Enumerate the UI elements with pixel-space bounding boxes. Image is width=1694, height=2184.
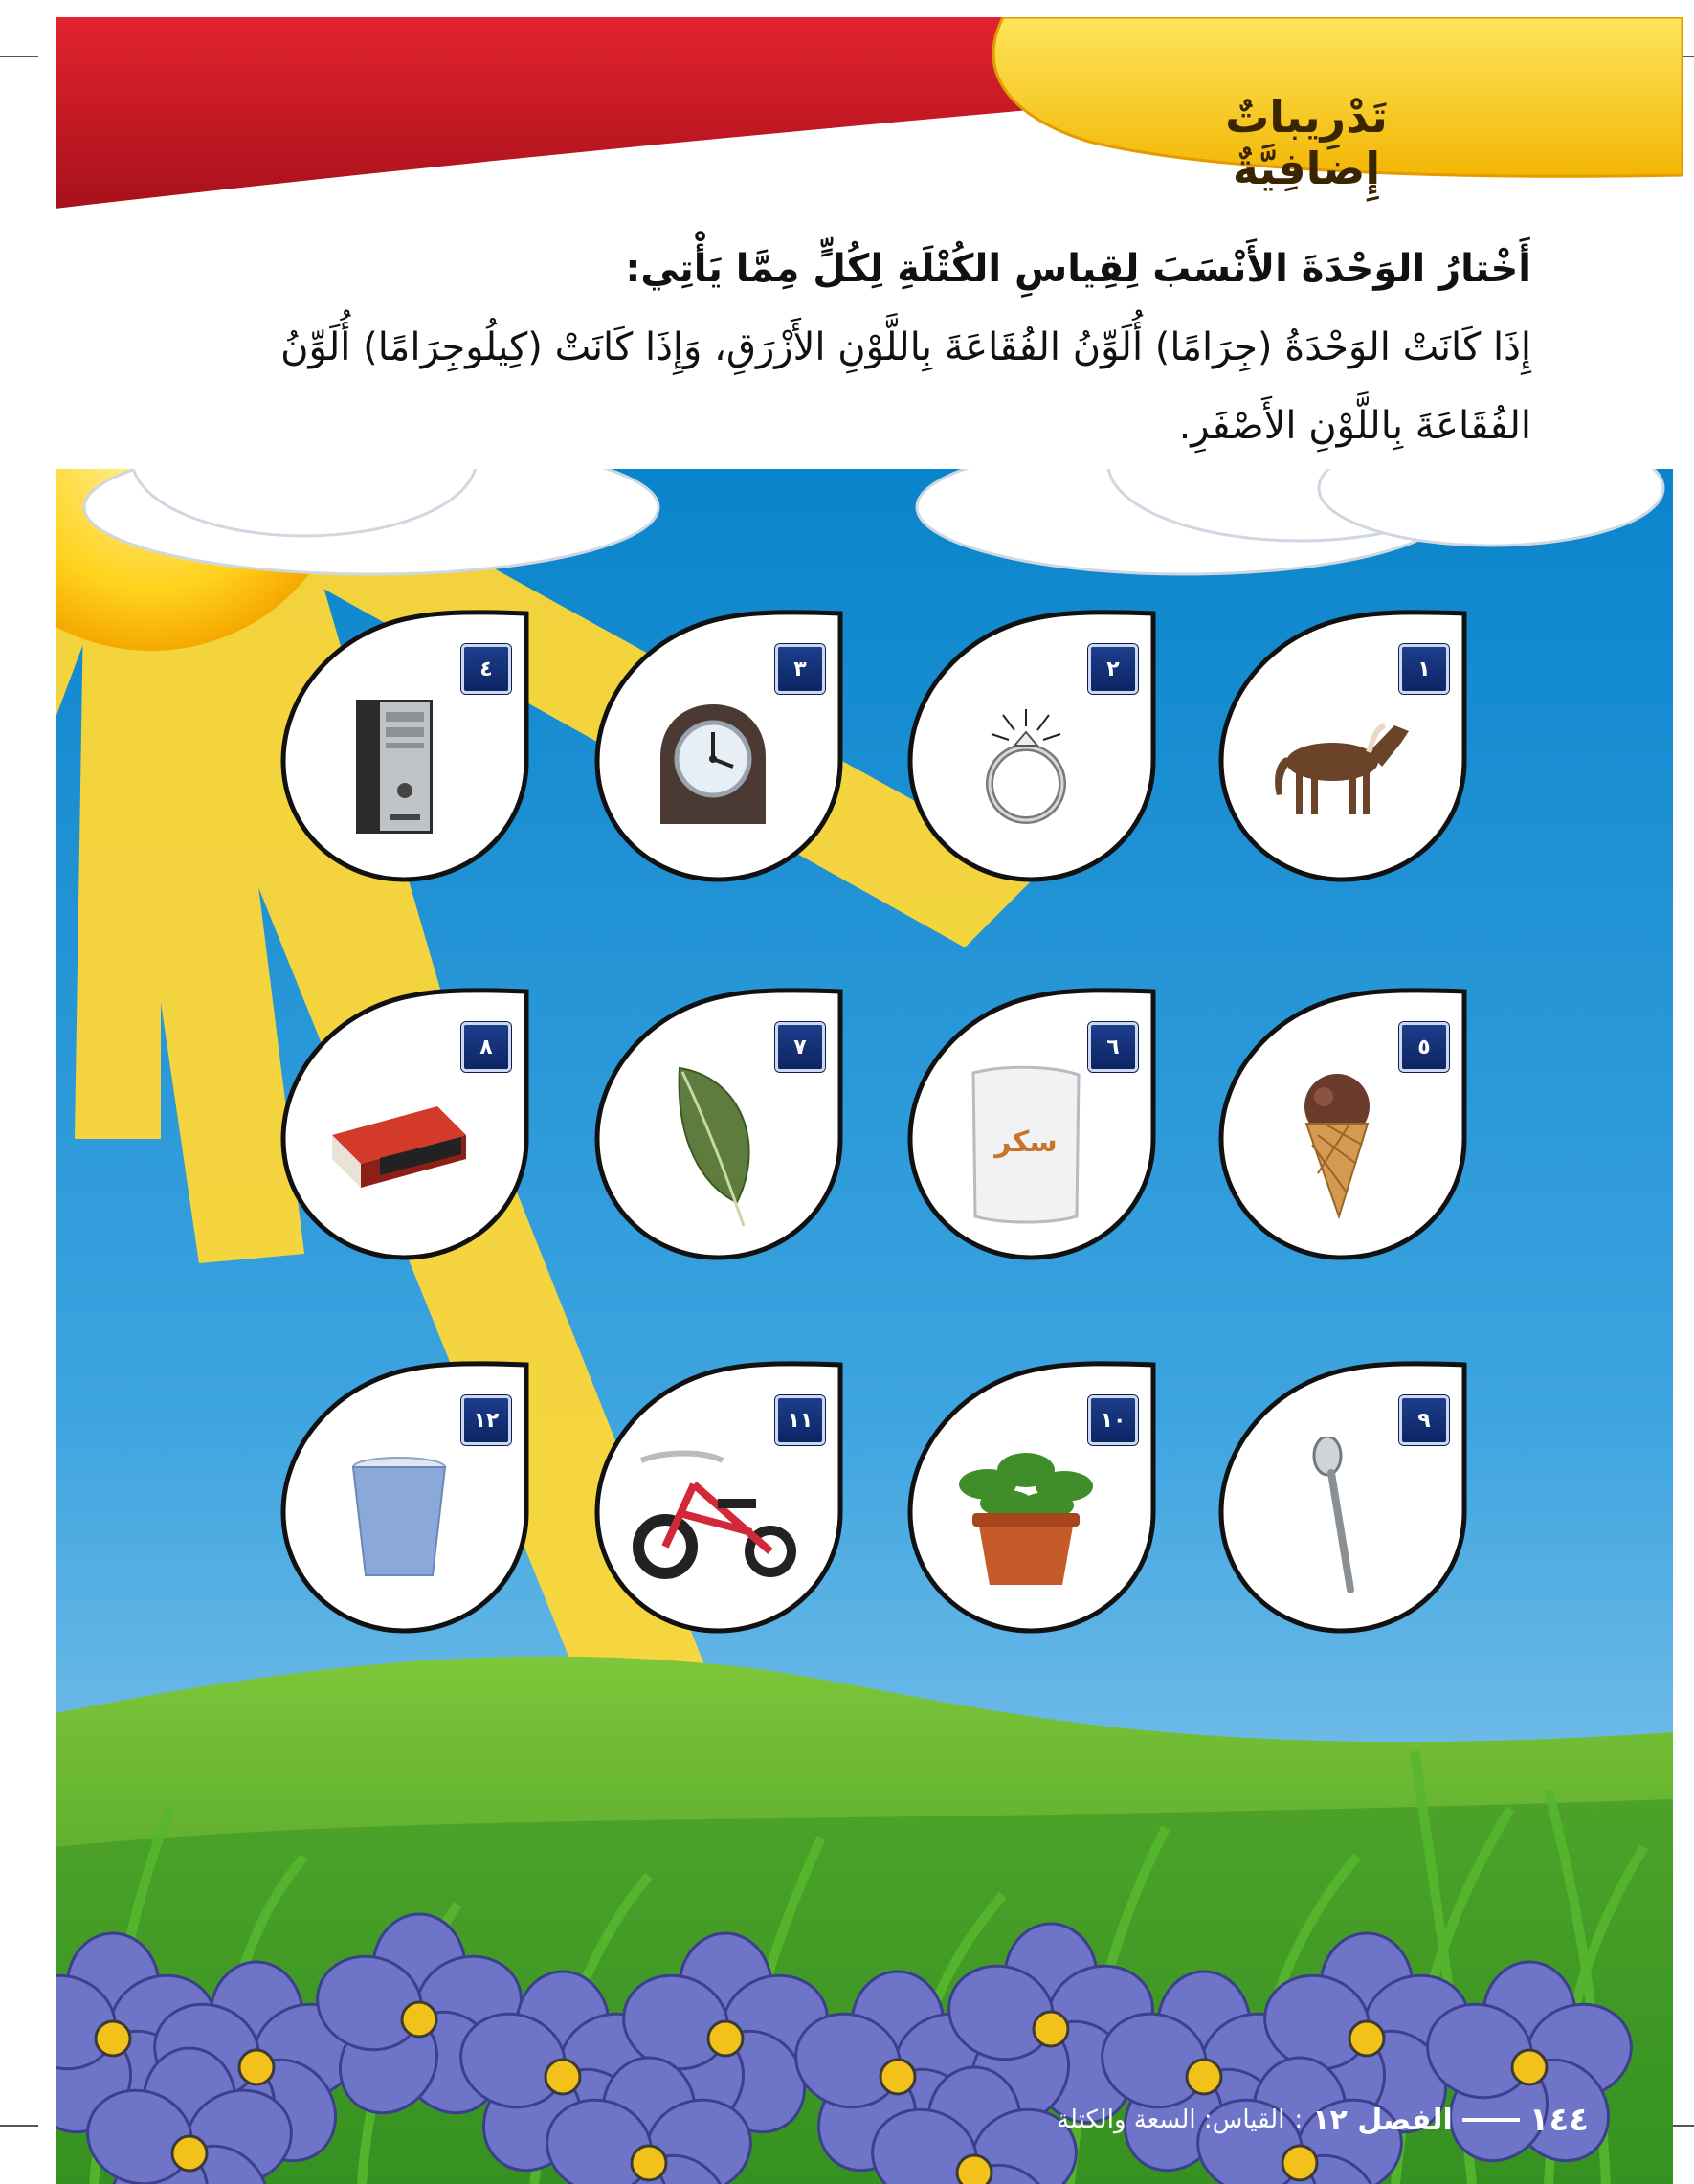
item-number: ٤ [479,657,493,681]
item-number: ١ [1417,657,1431,681]
item-number-badge [461,1395,511,1445]
item-number-badge [775,644,825,694]
answer-bubble[interactable] [584,1359,842,1637]
item-number: ٩ [1417,1408,1431,1433]
instruction-heading: أَخْتارُ الوَحْدَةَ الأَنْسَبَ لِقِياسِ الكُتْلَةِ لِكُلٍّ مِمَّا يَأْتِي: [625,247,1531,291]
item-number-badge [1088,644,1138,694]
instruction-text: إِذَا كَانَتْ الوَحْدَةُ (جِرَامًا) أُلَوِّنُ الفُقَاعَةَ بِاللَّوْنِ الأَزْرَقِ، وَإِذَا كَانَتْ (كِيلُوجِرَامًا) أُلَوِّنُ [280,325,1531,369]
item-number-badge [1399,644,1449,694]
item-number: ٨ [479,1035,493,1059]
item-number-badge [775,1395,825,1445]
sugar-bag-label: سكر [994,1125,1058,1160]
page-number: ١٤٤ [1528,2101,1589,2139]
chapter-title: القياس: السعة والكتلة [1057,2106,1285,2134]
answer-bubble[interactable] [584,608,842,885]
item-number-badge [1088,1022,1138,1072]
instructions [124,230,1531,465]
item-number-badge [1399,1395,1449,1445]
crop-mark [0,56,38,57]
instruction-text: الفُقَاعَةَ بِاللَّوْنِ الأَصْفَرِ. [1178,404,1531,448]
item-number: ٦ [1106,1035,1120,1059]
clock-icon [651,700,775,837]
page-footer [1057,2101,1589,2139]
potted-plant-icon [940,1446,1112,1593]
item-number: ٥ [1417,1035,1431,1059]
answer-bubble[interactable] [1208,608,1466,885]
item-number-badge [1088,1395,1138,1445]
answer-bubble[interactable] [897,986,1155,1263]
ring-icon [969,700,1083,837]
item-number-badge [461,644,511,694]
item-number: ١٢ [473,1408,500,1433]
item-number: ١٠ [1100,1408,1126,1433]
crop-mark [0,2125,38,2127]
footer-separator: : [1294,2106,1304,2134]
answer-bubble[interactable] [584,986,842,1263]
item-number: ١١ [787,1408,814,1433]
item-number-badge [461,1022,511,1072]
horse-icon [1256,714,1418,823]
item-number: ٧ [793,1035,807,1059]
item-number-badge [1399,1022,1449,1072]
answer-bubble[interactable] [270,608,528,885]
item-number: ٢ [1106,657,1120,681]
answer-bubble[interactable] [270,1359,528,1637]
answer-bubble[interactable] [897,608,1155,885]
answer-bubble[interactable] [1208,986,1466,1263]
answer-bubble[interactable] [270,986,528,1263]
sugar-bag-icon [964,1063,1088,1230]
computer-case-icon [351,695,447,842]
eraser-icon [323,1097,476,1196]
spoon-icon [1308,1437,1366,1603]
leaf-icon [656,1059,770,1235]
item-number: ٣ [793,657,807,681]
tricycle-icon [627,1446,799,1593]
ice-cream-icon [1289,1068,1385,1225]
answer-bubble[interactable] [897,1359,1155,1637]
footer-divider [1462,2118,1520,2122]
paper-cup-icon [346,1456,452,1584]
page-title: تَدْرِيباتٌ إِضافِيَّةٌ [1225,91,1388,194]
item-number-badge [775,1022,825,1072]
chapter-label: الفصل ١٢ [1312,2103,1453,2137]
answer-bubble[interactable] [1208,1359,1466,1637]
